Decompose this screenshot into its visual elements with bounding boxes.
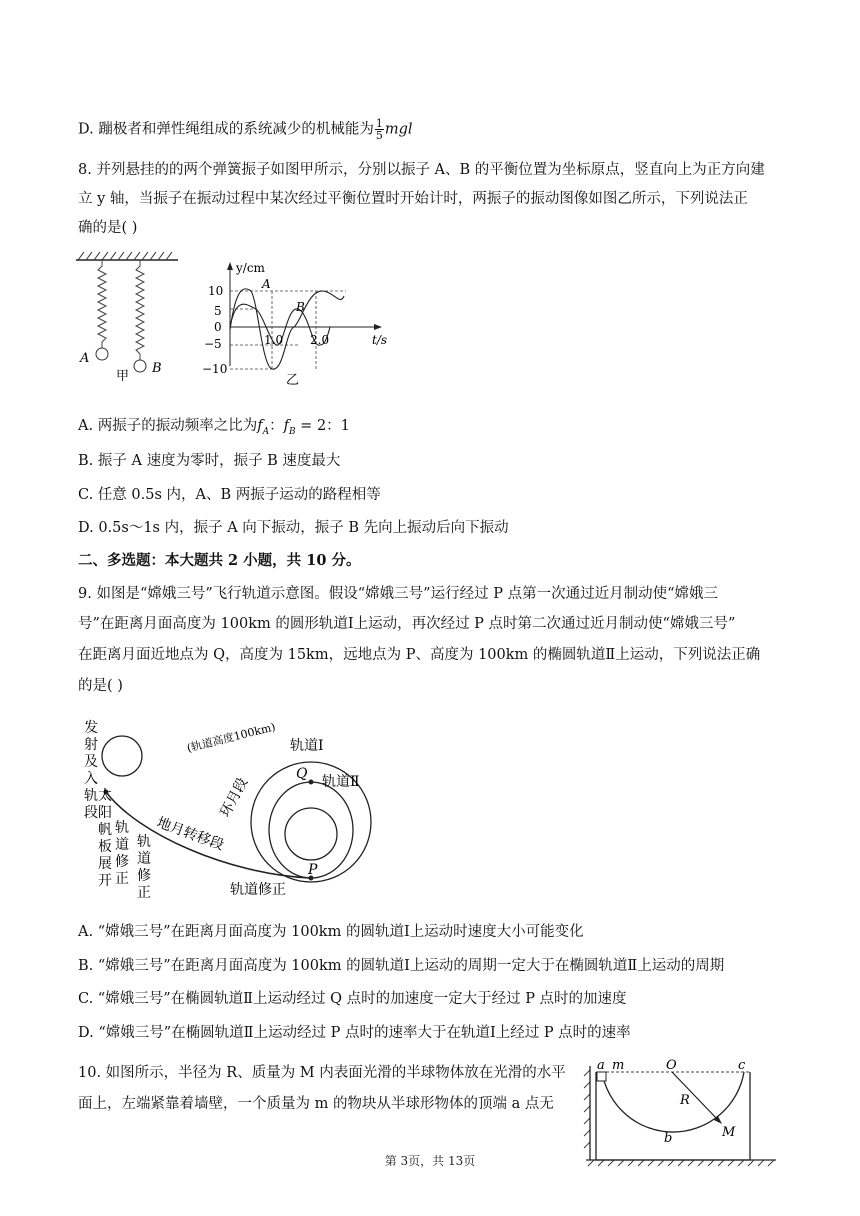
svg-text:m: m [612, 1058, 625, 1073]
svg-text:(轨道高度100km): (轨道高度100km) [185, 720, 277, 755]
svg-text:发射及入轨段: 发射及入轨段 [84, 720, 98, 821]
q8-option-c: C. 任意 0.5s 内，A、B 两振子运动的路程相等 [78, 487, 381, 503]
svg-text:甲: 甲 [116, 369, 130, 382]
svg-text:5: 5 [214, 304, 222, 318]
q10-stem-line-1: 10. 如图所示，半径为 R、质量为 M 内表面光滑的半球物体放在光滑的水平 [78, 1065, 566, 1081]
q9-option-d: D. “嫦娥三号”在椭圆轨道Ⅱ上运动经过 P 点时的速率大于在轨道Ⅰ上经过 P 点时的速率 [78, 1025, 631, 1041]
oscillator-a [96, 348, 108, 360]
svg-text:c: c [738, 1058, 746, 1073]
svg-text:−10: −10 [202, 362, 228, 376]
moon [285, 808, 337, 860]
hemisphere-body [596, 1072, 750, 1160]
vibration-graph [200, 256, 400, 386]
q9-option-b: B. “嫦娥三号”在距离月面高度为 100km 的圆轨道Ⅰ上运动的周期一定大于在椭圆轨道Ⅱ上运动的周期 [78, 958, 725, 974]
q8-option-a: A. 两振子的振动频率之比为$f_A$：$f_B = 2$：1 [78, 418, 350, 437]
q8-stem-line-2: 立 y 轴，当振子在振动过程中某次经过平衡位置时开始计时，两振子的振动图像如图乙所示，下列说法正 [78, 191, 748, 207]
svg-text:Q: Q [296, 766, 308, 782]
radius-line [672, 1072, 718, 1120]
svg-text:轨道修正: 轨道修正 [115, 820, 129, 887]
earth [102, 736, 142, 776]
svg-text:轨道修正: 轨道修正 [137, 834, 151, 901]
svg-text:太阳帆板展开: 太阳帆板展开 [98, 788, 112, 889]
hemisphere-inner [602, 1072, 744, 1132]
svg-text:P: P [308, 862, 318, 878]
svg-text:a: a [597, 1058, 605, 1073]
spring-b [136, 260, 144, 360]
svg-text:b: b [664, 1131, 673, 1146]
svg-text:轨道Ⅰ: 轨道Ⅰ [290, 738, 324, 754]
svg-text:0: 0 [214, 320, 222, 334]
svg-text:A: A [262, 277, 271, 291]
svg-text:轨道修正: 轨道修正 [230, 882, 286, 898]
q9-stem-line-4: 的是( ) [78, 678, 123, 694]
q7-option-d: D. 蹦极者和弹性绳组成的系统减少的机械能为 $\frac{1}{5}$ mgl [78, 117, 413, 142]
section-heading: 二、多选题：本大题共 2 小题，共 10 分。 [78, 552, 361, 569]
q8-option-b: B. 振子 A 速度为零时，振子 B 速度最大 [78, 453, 341, 469]
svg-text:地月转移段: 地月转移段 [154, 814, 226, 854]
svg-text:R: R [680, 1093, 690, 1108]
q8-stem-line-1: 8. 并列悬挂的的两个弹簧振子如图甲所示，分别以振子 A、B 的平衡位置为坐标原点，竖直向上为正方向建 [78, 162, 765, 178]
q9-option-c: C. “嫦娥三号”在椭圆轨道Ⅱ上运动经过 Q 点时的加速度一定大于经过 P 点时的加速度 [78, 991, 627, 1007]
svg-text:−5: −5 [204, 337, 222, 351]
point-q-dot [309, 780, 314, 785]
block-m [597, 1072, 606, 1081]
q10-stem-line-2: 面上，左端紧靠着墙壁，一个质量为 m 的物块从半球形物体的顶端 a 点无 [78, 1096, 554, 1112]
svg-text:乙: 乙 [286, 373, 300, 386]
svg-text:2.0: 2.0 [310, 333, 330, 347]
page-footer: 第 3页，共 13页 [384, 1154, 476, 1168]
q9-stem-line-2: 号”在距离月面高度为 100km 的圆形轨道Ⅰ上运动，再次经过 P 点时第二次通过近月制动使“嫦娥三号” [78, 616, 736, 632]
curve-a [230, 289, 344, 369]
svg-text:B: B [296, 300, 305, 314]
change3-orbit-figure [78, 714, 378, 910]
q8-stem-line-3: 确的是( ) [78, 220, 138, 236]
svg-text:O: O [666, 1058, 677, 1073]
svg-text:轨道Ⅱ: 轨道Ⅱ [322, 774, 360, 790]
q9-stem-line-3: 在距离月面近地点为 Q，高度为 15km，远地点为 P、高度为 100km 的椭圆轨道Ⅱ上运动，下列说法正确 [78, 647, 761, 663]
spring-oscillators-figure [72, 252, 184, 382]
svg-text:B: B [152, 361, 162, 376]
svg-text:A: A [80, 351, 90, 366]
fraction: $\frac{1}{5}$ [375, 117, 383, 142]
q9-stem-line-1: 9. 如图是“嫦娥三号”飞行轨道示意图。假设“嫦娥三号”运行经过 P 点第一次通过近月制动使“嫦娥三 [78, 586, 718, 602]
oscillator-b [134, 360, 146, 372]
q9-option-a: A. “嫦娥三号”在距离月面高度为 100km 的圆轨道Ⅰ上运动时速度大小可能变化 [78, 924, 584, 940]
svg-text:环月段: 环月段 [217, 775, 252, 820]
svg-text:10: 10 [208, 284, 224, 298]
svg-text:t/s: t/s [372, 333, 388, 347]
svg-text:y/cm: y/cm [236, 261, 265, 275]
q8-option-d: D. 0.5s～1s 内，振子 A 向下振动，振子 B 先向上振动后向下振动 [78, 520, 509, 536]
spring-a [98, 260, 106, 348]
svg-text:1.0: 1.0 [264, 333, 284, 347]
svg-text:M: M [722, 1125, 736, 1140]
